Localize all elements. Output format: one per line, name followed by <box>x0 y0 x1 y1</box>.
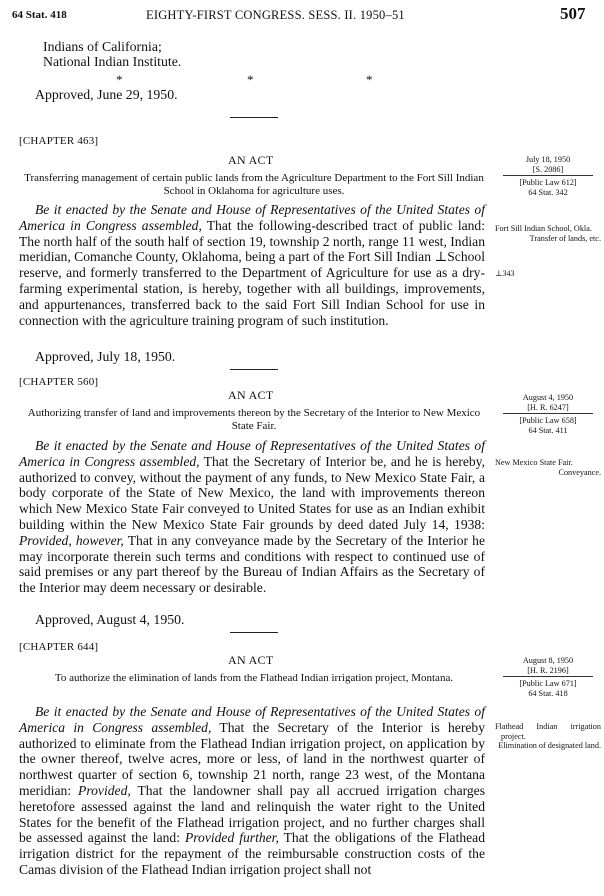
stat-citation: 64 Stat. 418 <box>528 688 568 698</box>
page-break-marker: ⊥343 <box>495 269 515 278</box>
carryover-line-1: Indians of California; <box>43 39 162 54</box>
chapter-number: [CHAPTER 463] <box>19 135 99 147</box>
bill-number: [H. R. 2196] <box>527 665 569 675</box>
margin-citation <box>495 656 601 698</box>
margin-note-subject: New Mexico State Fair. <box>495 458 573 467</box>
enactment-date: August 8, 1950 <box>522 656 574 665</box>
carryover-line-2: National Indian Institute. <box>43 54 182 69</box>
act-heading: AN ACT <box>228 153 274 167</box>
stat-reference: 64 Stat. 418 <box>12 9 67 21</box>
enactment-date: July 18, 1950 <box>525 155 571 164</box>
margin-note-subject: Fort Sill Indian School, Okla. <box>495 224 592 233</box>
enacting-clause: Be it enacted by the Senate and House of Representatives of the United States of America in Congress assembled, <box>19 438 485 469</box>
stat-citation: 64 Stat. 411 <box>528 425 568 435</box>
proviso-further-label: Provided further, <box>184 830 279 846</box>
act-heading: AN ACT <box>228 653 274 667</box>
section-divider <box>230 117 278 118</box>
act-heading: AN ACT <box>228 388 274 402</box>
margin-note-topic: Transfer of lands, etc. <box>529 233 601 243</box>
public-law: [Public Law 658] <box>519 416 577 425</box>
bill-number: [S. 2086] <box>532 164 564 174</box>
enacting-clause: Be it enacted by the Senate and House of Representatives of the United States of America in Congress assembled, <box>19 202 485 233</box>
margin-note <box>495 722 601 751</box>
proviso-further-text: That the obligations of the Flathead irrigation district for the repayment of the reimbursable construction costs of the Camas division of the Flathead Indian irrigation project shall not <box>19 830 486 877</box>
margin-note-topic: Conveyance. <box>558 467 601 477</box>
running-head: EIGHTY-FIRST CONGRESS. SESS. II. 1950–51 <box>146 8 405 22</box>
chapter-number: [CHAPTER 644] <box>19 641 99 653</box>
margin-citation <box>495 155 601 197</box>
proviso-label: Provided, <box>78 782 131 798</box>
act-title: Authorizing transfer of land and improvements thereon by the Secretary of the Interior to New Mexico State Fair. <box>27 407 481 432</box>
act-body <box>19 704 485 878</box>
margin-citation <box>495 393 601 435</box>
margin-note <box>495 458 601 477</box>
enacting-clause: Be it enacted by the Senate and House of Representatives of the United States of America in Congress assembled, <box>19 704 485 735</box>
section-divider <box>230 632 278 633</box>
act-title: Transferring management of certain public lands from the Agriculture Department to the Fort Sill Indian School in Oklahoma for agriculture uses. <box>24 172 484 197</box>
stat-citation: 64 Stat. 342 <box>528 187 568 197</box>
margin-note-topic: Elimination of designated land. <box>498 741 601 750</box>
public-law: [Public Law 671] <box>519 679 577 688</box>
act-text: That the following-described tract of public land: The north half of the south half of section 19, township 2 north, range 11 west, Indian meridian, Comanche County, Oklahoma, being a part of the Fort Sill Indian ⊥School reserve, and formerly transferred to the Department of Agriculture for use as a dry-farming experimental station, is hereby, together with all buildings, improvements, and appurtenances, transferred back to the said Fort Sill Indian School for use in connection with the agriculture training program of such institution. <box>19 217 485 328</box>
act-body <box>19 202 485 328</box>
citation-divider <box>503 175 593 176</box>
approved-line: Approved, July 18, 1950. <box>35 349 176 364</box>
margin-note <box>495 224 601 243</box>
act-title: To authorize the elimination of lands from the Flathead Indian irrigation project, Montana. <box>54 672 454 684</box>
proviso-text: That the landowner shall pay all accrued irrigation charges heretofore assessed against the land and relinquish the water right to the United States for the benefit of the Flathead irrigation project, and no further charges shall be assessed against the land: <box>19 782 485 846</box>
enactment-date: August 4, 1950 <box>522 393 574 402</box>
page-number: 507 <box>560 4 586 23</box>
proviso-text: That in any conveyance made by the Secretary of the Interior he may incorporate therein such terms and conditions with respect to continued use of said premises or any part thereof by the Bureau of Indian Affairs as the Secretary of the Interior may deem necessary or desirable. <box>19 532 485 596</box>
citation-divider <box>503 676 593 677</box>
chapter-number: [CHAPTER 560] <box>19 376 99 388</box>
bill-number: [H. R. 6247] <box>527 402 569 412</box>
approved-line: Approved, June 29, 1950. <box>35 87 178 102</box>
act-text: That the Secretary of Interior be, and he is hereby, authorized to convey, without the payment of any funds, to New Mexico State Fair, a body corporate of the State of New Mexico, the land with improvements thereon which New Mexico State Fair conveyed to United States for use as an Indian exhibit building within the New Mexico State Fair grounds by deed dated July 14, 1938: <box>19 453 485 532</box>
section-divider <box>230 369 278 370</box>
approved-line: Approved, August 4, 1950. <box>35 612 185 627</box>
act-text: That the Secretary of the Interior is hereby authorized to eliminate from the Flathead Indian irrigation project, on application by the owner thereof, twelve acres, more or less, of land in the northwest quarter of northwest quarter of section 6, township 21 north, range 23 west, of the Montana meridian: <box>19 719 485 798</box>
ellipsis-star: * <box>116 72 123 87</box>
margin-note-subject: Flathead Indian irrigation project. <box>495 722 601 741</box>
act-body <box>19 438 485 596</box>
ellipsis-star: * <box>247 72 254 87</box>
public-law: [Public Law 612] <box>519 178 577 187</box>
ellipsis-star: * <box>366 72 373 87</box>
proviso-label: Provided, however, <box>19 532 124 548</box>
citation-divider <box>503 413 593 414</box>
